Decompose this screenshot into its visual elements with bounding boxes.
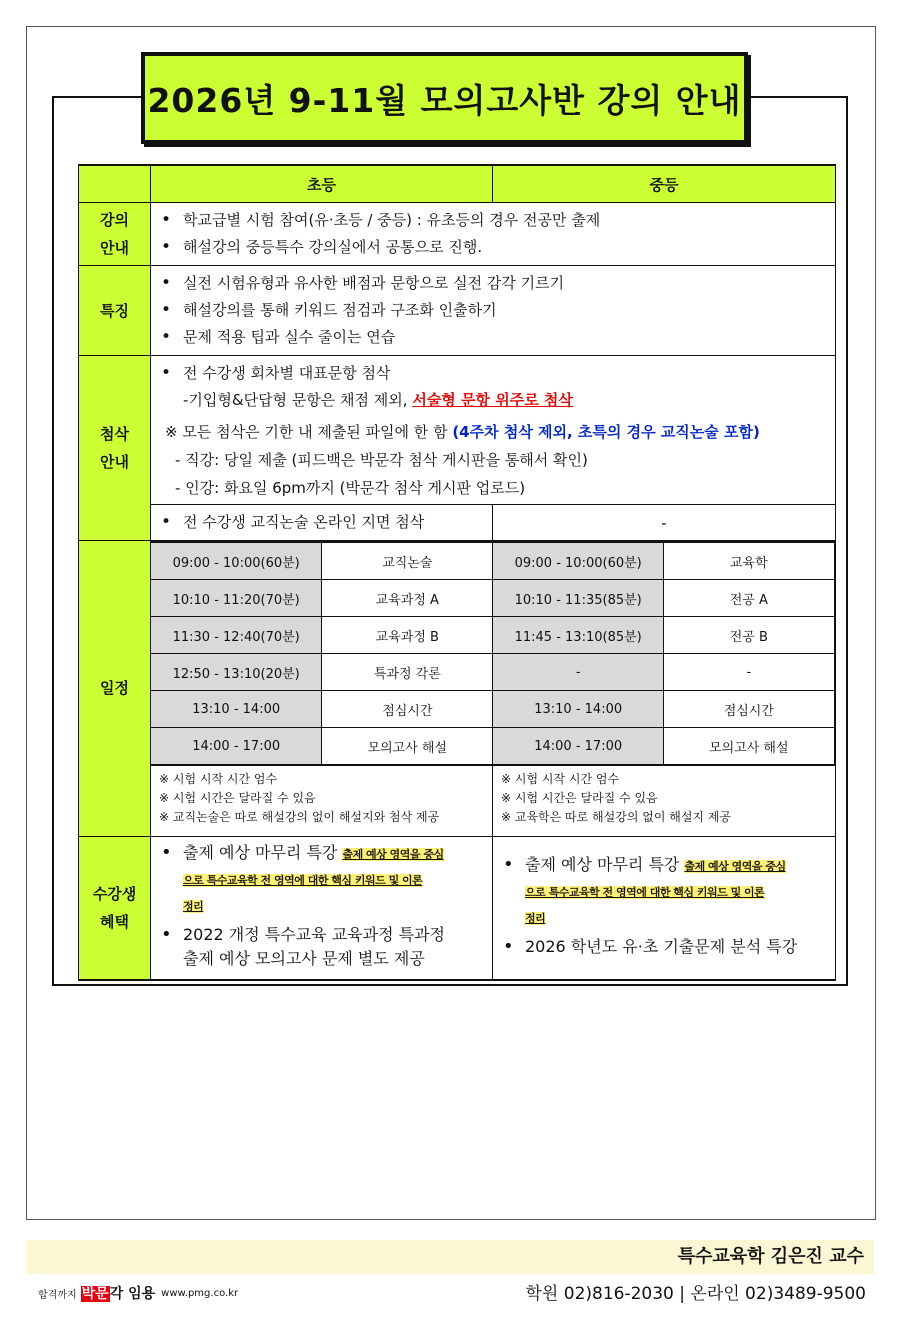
elementary-subject: 교육과정 B <box>322 617 493 654</box>
correction-elementary-extra <box>151 505 493 541</box>
header-elementary: 초등 <box>151 165 493 203</box>
correction-exception: (4주차 첨삭 제외, 초특의 경우 교직논술 포함) <box>452 423 760 441</box>
schedule-label: 일정 <box>79 541 151 837</box>
secondary-subject: 교육학 <box>664 542 835 580</box>
elementary-time: 13:10 - 14:00 <box>151 691 322 728</box>
secondary-time: 10:10 - 11:35(85분) <box>493 580 664 617</box>
lecture-info-content <box>151 203 836 266</box>
secondary-subject: 전공 B <box>664 617 835 654</box>
secondary-time: 09:00 - 10:00(60분) <box>493 542 664 580</box>
table-row <box>151 728 835 766</box>
list-item: • 출제 예상 마무리 특강 출제 예상 영역을 중심 으로 특수교육학 전 영역에 대한 핵심 키워드 및 이론 정리 <box>161 841 484 919</box>
correction-sub: -기입형&단답형 문항은 채점 제외, 서술형 문항 위주로 첨삭 <box>183 391 573 409</box>
header-blank <box>79 165 151 203</box>
secondary-time: 11:45 - 13:10(85분) <box>493 617 664 654</box>
list-item: • 출제 예상 마무리 특강 출제 예상 영역을 중심 으로 특수교육학 전 영역에 대한 핵심 키워드 및 이론 정리 <box>503 853 827 931</box>
correction-notes: ※ 모든 첨삭은 기한 내 제출된 파일에 한 함 (4주차 첨삭 제외, 초특의 경우 교직논술 포함) - 직강: 당일 제출 (피드백은 박문각 첨삭 게시판을 통해서 확인) - 인강: 화요일 6pm까지 (박문각 첨삭 게시판 업로드) <box>165 423 760 497</box>
list-item: • 2026 학년도 유·초 기출문제 분석 특강 <box>503 935 827 959</box>
course-info-table <box>78 164 836 981</box>
instructor-banner: 특수교육학 김은진 교수 <box>26 1240 874 1274</box>
list-item: • 해설강의를 통해 키워드 점검과 구조화 인출하기 <box>161 297 835 324</box>
secondary-subject: 점심시간 <box>664 691 835 728</box>
lecture-info-label: 강의 안내 <box>79 203 151 266</box>
benefits-secondary <box>493 836 836 980</box>
schedule-notes-elementary: ※ 시험 시작 시간 엄수 ※ 시험 시간은 달라질 수 있음 ※ 교직논술은 따로 해설강의 없이 해설지와 첨삭 제공 <box>151 766 493 836</box>
contact-info: 학원 02)816-2030 | 온라인 02)3489-9500 <box>525 1284 866 1304</box>
list-item: • 문제 적용 팁과 실수 줄이는 연습 <box>161 324 835 351</box>
elementary-subject: 교육과정 A <box>322 580 493 617</box>
correction-highlight: 서술형 문항 위주로 첨삭 <box>412 391 573 409</box>
table-row <box>151 580 835 617</box>
table-row <box>151 691 835 728</box>
secondary-subject: - <box>664 654 835 691</box>
secondary-time: - <box>493 654 664 691</box>
schedule-cell <box>151 541 836 767</box>
correction-label: 첨삭 안내 <box>79 356 151 541</box>
list-item: • 실전 시험유형과 유사한 배점과 문항으로 실전 감각 기르기 <box>161 270 835 297</box>
elementary-time: 12:50 - 13:10(20분) <box>151 654 322 691</box>
elementary-subject: 모의고사 해설 <box>322 728 493 766</box>
features-content <box>151 266 836 356</box>
elementary-time: 14:00 - 17:00 <box>151 728 322 766</box>
table-row <box>151 654 835 691</box>
schedule-notes-secondary: ※ 시험 시작 시간 엄수 ※ 시험 시간은 달라질 수 있음 ※ 교육학은 따로 해설강의 없이 해설지 제공 <box>493 766 836 836</box>
list-item: • 전 수강생 교직논술 온라인 지면 첨삭 <box>161 509 492 536</box>
features-label: 특징 <box>79 266 151 356</box>
secondary-time: 13:10 - 14:00 <box>493 691 664 728</box>
benefits-label: 수강생 혜택 <box>79 836 151 980</box>
elementary-subject: 특과정 각론 <box>322 654 493 691</box>
elementary-time: 09:00 - 10:00(60분) <box>151 542 322 580</box>
header-secondary: 중등 <box>493 165 836 203</box>
page-title: 2026년 9-11월 모의고사반 강의 안내 <box>141 52 748 144</box>
elementary-subject: 점심시간 <box>322 691 493 728</box>
secondary-subject: 전공 A <box>664 580 835 617</box>
elementary-subject: 교직논술 <box>322 542 493 580</box>
table-row <box>151 542 835 580</box>
benefits-elementary <box>151 836 493 980</box>
website-link[interactable]: www.pmg.co.kr <box>161 1287 239 1299</box>
schedule-table <box>151 541 836 766</box>
elementary-time: 11:30 - 12:40(70분) <box>151 617 322 654</box>
list-item: • 해설강의 중등특수 강의실에서 공통으로 진행. <box>161 234 835 261</box>
list-item: • 전 수강생 회차별 대표문항 첨삭 <box>161 360 835 387</box>
publisher-logo: 합격까지 박문각 임용 www.pmg.co.kr <box>38 1286 239 1302</box>
list-item: • 학교급별 시험 참여(유·초등 / 중등) : 유초등의 경우 전공만 출제 <box>161 207 835 234</box>
correction-secondary-extra: - <box>493 505 836 541</box>
correction-content <box>151 356 836 505</box>
elementary-time: 10:10 - 11:20(70분) <box>151 580 322 617</box>
list-item: • 2022 개정 특수교육 교육과정 특과정 출제 예상 모의고사 문제 별도 제공 <box>161 923 484 971</box>
secondary-time: 14:00 - 17:00 <box>493 728 664 766</box>
secondary-subject: 모의고사 해설 <box>664 728 835 766</box>
table-row <box>151 617 835 654</box>
